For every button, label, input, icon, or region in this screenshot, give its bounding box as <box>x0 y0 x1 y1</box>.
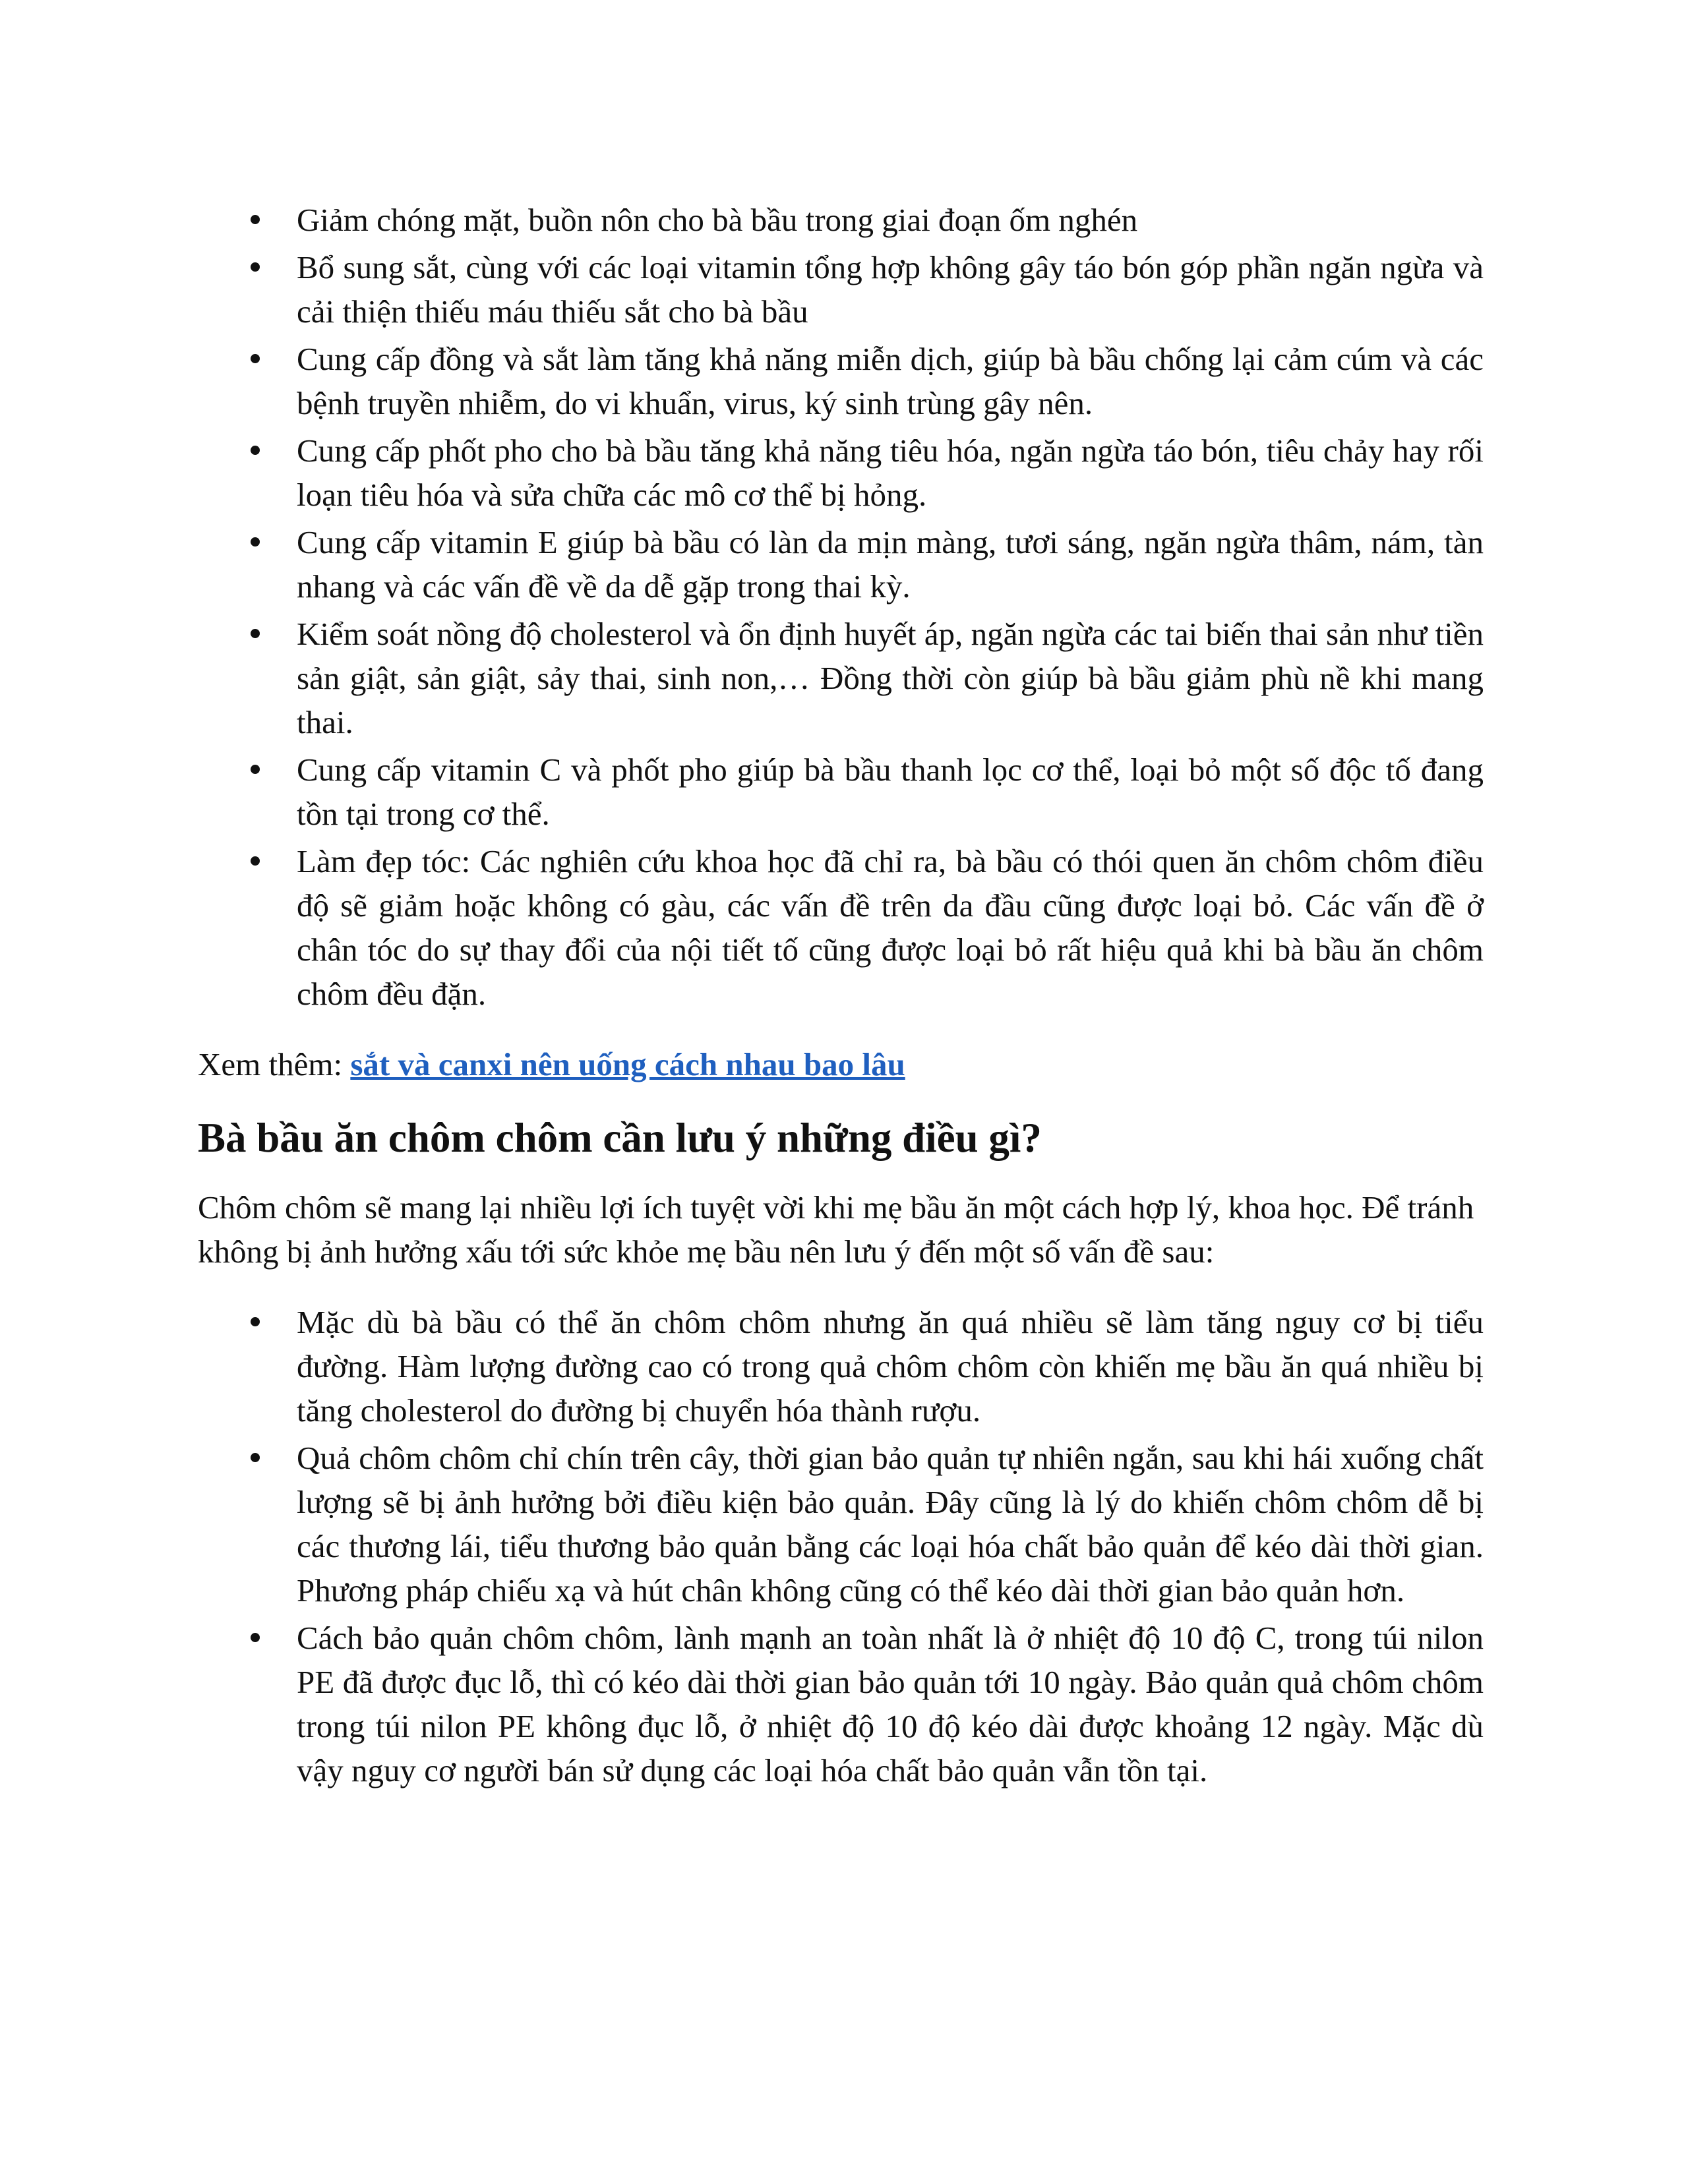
list-item: Làm đẹp tóc: Các nghiên cứu khoa học đã chỉ ra, bà bầu có thói quen ăn chôm chôm điều độ sẽ giảm hoặc không có gàu, các vấn đề trên da đầu cũng được loại bỏ. Các vấn đề ở chân tóc do sự thay đổi của nội tiết tố cũng được loại bỏ rất hiệu quả khi bà bầu ăn chôm chôm đều đặn. <box>198 839 1484 1016</box>
list-item: Cung cấp đồng và sắt làm tăng khả năng miễn dịch, giúp bà bầu chống lại cảm cúm và các bệnh truyền nhiễm, do vi khuẩn, virus, ký sinh trùng gây nên. <box>198 337 1484 425</box>
list-item: Cung cấp phốt pho cho bà bầu tăng khả năng tiêu hóa, ngăn ngừa táo bón, tiêu chảy hay rối loạn tiêu hóa và sửa chữa các mô cơ thể bị hỏng. <box>198 428 1484 517</box>
list-item: Kiểm soát nồng độ cholesterol và ổn định huyết áp, ngăn ngừa các tai biến thai sản như tiền sản giật, sản giật, sảy thai, sinh non,… Đồng thời còn giúp bà bầu giảm phù nề khi mang thai. <box>198 612 1484 744</box>
document-page <box>198 198 1484 1796</box>
list-item: Mặc dù bà bầu có thể ăn chôm chôm nhưng ăn quá nhiều sẽ làm tăng nguy cơ bị tiểu đường. Hàm lượng đường cao có trong quả chôm chôm còn khiến mẹ bầu ăn quá nhiều bị tăng cholesterol do đường bị chuyển hóa thành rượu. <box>198 1300 1484 1432</box>
notes-list <box>198 1300 1484 1792</box>
list-item: Quả chôm chôm chỉ chín trên cây, thời gian bảo quản tự nhiên ngắn, sau khi hái xuống chất lượng sẽ bị ảnh hưởng bởi điều kiện bảo quản. Đây cũng là lý do khiến chôm chôm dễ bị các thương lái, tiểu thương bảo quản bằng các loại hóa chất bảo quản để kéo dài thời gian. Phương pháp chiếu xạ và hút chân không cũng có thể kéo dài thời gian bảo quản hơn. <box>198 1436 1484 1612</box>
see-more-line <box>198 1042 1484 1086</box>
list-item: Cung cấp vitamin E giúp bà bầu có làn da mịn màng, tươi sáng, ngăn ngừa thâm, nám, tàn nhang và các vấn đề về da dễ gặp trong thai kỳ. <box>198 520 1484 608</box>
list-item: Bổ sung sắt, cùng với các loại vitamin tổng hợp không gây táo bón góp phần ngăn ngừa và cải thiện thiếu máu thiếu sắt cho bà bầu <box>198 245 1484 334</box>
benefits-list <box>198 198 1484 1016</box>
list-item: Cung cấp vitamin C và phốt pho giúp bà bầu thanh lọc cơ thể, loại bỏ một số độc tố đang tồn tại trong cơ thể. <box>198 748 1484 836</box>
see-more-link[interactable]: sắt và canxi nên uống cách nhau bao lâu <box>350 1046 905 1082</box>
see-more-label: Xem thêm: <box>198 1046 351 1082</box>
list-item: Cách bảo quản chôm chôm, lành mạnh an toàn nhất là ở nhiệt độ 10 độ C, trong túi nilon PE đã được đục lỗ, thì có kéo dài thời gian bảo quản tới 10 ngày. Bảo quản quả chôm chôm trong túi nilon PE không đục lỗ, ở nhiệt độ 10 độ kéo dài được khoảng 12 ngày. Mặc dù vậy nguy cơ người bán sử dụng các loại hóa chất bảo quản vẫn tồn tại. <box>198 1616 1484 1792</box>
list-item: Giảm chóng mặt, buồn nôn cho bà bầu trong giai đoạn ốm nghén <box>198 198 1484 242</box>
section-intro: Chôm chôm sẽ mang lại nhiều lợi ích tuyệt vời khi mẹ bầu ăn một cách hợp lý, khoa học. Để tránh không bị ảnh hưởng xấu tới sức khỏe mẹ bầu nên lưu ý đến một số vấn đề sau: <box>198 1189 1474 1270</box>
section-heading: Bà bầu ăn chôm chôm cần lưu ý những điều gì? <box>198 1115 1042 1161</box>
